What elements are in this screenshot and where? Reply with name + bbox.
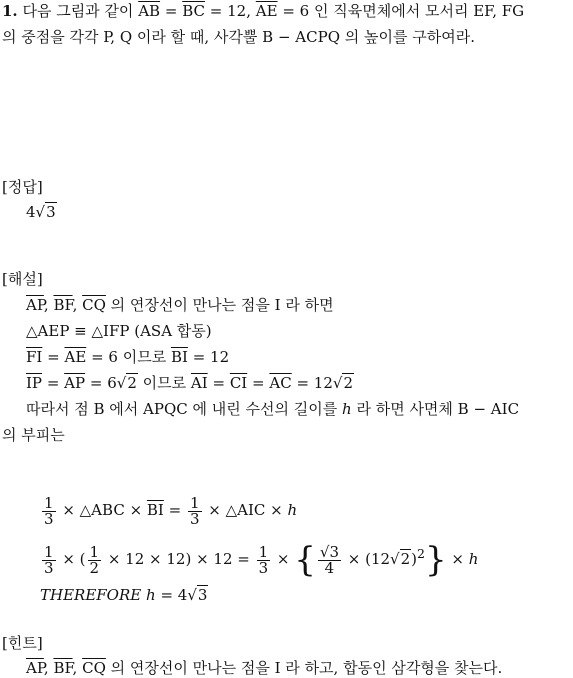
segment: $\overline{FI}$ — [26, 348, 43, 366]
right-brace: } — [424, 540, 447, 580]
text: × (12 — [343, 550, 391, 568]
text: 의 연장선이 만나는 점을 I 라 하면 — [105, 296, 334, 314]
fraction: $\frac{√3}{4}$ — [319, 542, 339, 577]
solution-line-3 — [26, 348, 229, 366]
segment: $\overline{AP}$ — [64, 374, 86, 392]
therefore-text: THEREFORE — [40, 586, 146, 604]
text: ) — [411, 550, 418, 568]
segment: $\overline{AP}$ — [26, 659, 44, 677]
equals-sign: = — [209, 2, 223, 20]
segment: $\overline{IP}$ — [26, 374, 43, 392]
sqrt: √3 — [319, 542, 339, 561]
text: 라 하면 사면체 B − AIC — [351, 400, 520, 418]
fraction: $\frac{1}{2}$ — [89, 542, 100, 577]
problem-text: 인 직육면체에서 모서리 EF, FG — [309, 2, 525, 20]
text: 이므로 — [137, 374, 187, 392]
left-brace: { — [294, 540, 316, 580]
fraction: $\frac{1}{3}$ — [189, 493, 200, 528]
text: = 12 — [192, 348, 230, 366]
value-12: 12, — [227, 2, 251, 20]
segment: $\overline{AP}$ — [26, 296, 44, 314]
solution-line-6: 의 부피는 — [2, 426, 65, 444]
solution-line-5 — [26, 400, 519, 418]
comma: , — [43, 296, 49, 314]
problem-number: 1. — [2, 2, 18, 20]
solution-line-4 — [26, 374, 354, 392]
fraction: $\frac{1}{3}$ — [258, 542, 269, 577]
answer-value — [26, 203, 57, 221]
text: × △AIC × — [203, 501, 288, 519]
var-h: h — [287, 501, 298, 519]
text: = 6 — [89, 374, 117, 392]
text: 따라서 점 B 에서 APQC 에 내린 수선의 길이를 — [26, 400, 342, 418]
text: = 4 — [155, 586, 188, 604]
var-h: h — [468, 550, 479, 568]
equals-sign: = — [212, 374, 226, 392]
segment: $\overline{CQ}$ — [82, 659, 106, 677]
formula-3 — [40, 586, 208, 604]
segment: $\overline{CQ}$ — [82, 296, 106, 314]
equals-sign: = — [252, 374, 265, 392]
solution-line-1 — [26, 296, 334, 314]
hint-line: $\overline{AP}$, $\overline{BF}$, $\overline{CQ}$ 의 연장선이 만나는 점을 I 라 하고, 합동인 삼각형을 찾는다. — [26, 659, 503, 677]
segment: $\overline{BI}$ — [146, 501, 164, 519]
text: × △ABC × — [57, 501, 147, 519]
segment-bc: $\overline{BC}$ — [182, 2, 205, 20]
segment-ae: $\overline{AE}$ — [255, 2, 278, 20]
sqrt: √2 — [116, 374, 137, 392]
equals-sign: = — [164, 2, 178, 20]
text: × — [272, 550, 295, 568]
segment-ab: $\overline{AB}$ — [138, 2, 161, 20]
segment: $\overline{BI}$ — [170, 348, 188, 366]
text: × ( — [57, 550, 86, 568]
hint-header: [힌트] — [2, 634, 43, 652]
text: = — [163, 501, 186, 519]
problem-line-2: 의 중점을 각각 P, Q 이라 할 때, 사각뿔 B − ACPQ 의 높이를 구하여라. — [2, 28, 475, 46]
text: = 12 — [296, 374, 333, 392]
segment: $\overline{CI}$ — [229, 374, 248, 392]
sqrt: √2 — [390, 550, 411, 568]
problem-text: 다음 그림과 같이 — [22, 2, 139, 20]
answer-coef: 4 — [26, 203, 36, 221]
var-h: h — [146, 586, 156, 604]
equals-sign: = — [47, 348, 60, 366]
segment: $\overline{AI}$ — [190, 374, 208, 392]
sqrt: √3 — [187, 586, 208, 604]
fraction: $\frac{1}{3}$ — [44, 493, 54, 528]
equals-sign: = — [46, 374, 60, 392]
segment: $\overline{BF}$ — [53, 296, 73, 314]
solution-line-2: △AEP ≡ △IFP (ASA 합동) — [26, 322, 212, 340]
exponent: 2 — [417, 546, 425, 561]
text: = 6 이므로 — [91, 348, 167, 366]
comma: , — [72, 296, 78, 314]
value-6: = 6 — [282, 2, 310, 20]
text: × 12 × 12) × 12 = — [103, 550, 255, 568]
fraction: $\frac{1}{3}$ — [44, 542, 54, 577]
solution-header: [해설] — [2, 270, 43, 288]
formula-2 — [40, 532, 478, 581]
segment: $\overline{AC}$ — [269, 374, 292, 392]
text: 의 연장선이 만나는 점을 I 라 하고, 합동인 삼각형을 찾는다. — [105, 659, 503, 677]
sqrt: √2 — [332, 374, 354, 392]
sqrt: √3 — [35, 203, 56, 221]
segment: $\overline{BF}$ — [53, 659, 73, 677]
formula-1 — [40, 492, 297, 528]
var-h: h — [342, 400, 352, 418]
text: × — [446, 550, 469, 568]
answer-header: [정답] — [2, 178, 43, 196]
problem-line-1 — [2, 2, 524, 20]
segment: $\overline{AE}$ — [64, 348, 87, 366]
